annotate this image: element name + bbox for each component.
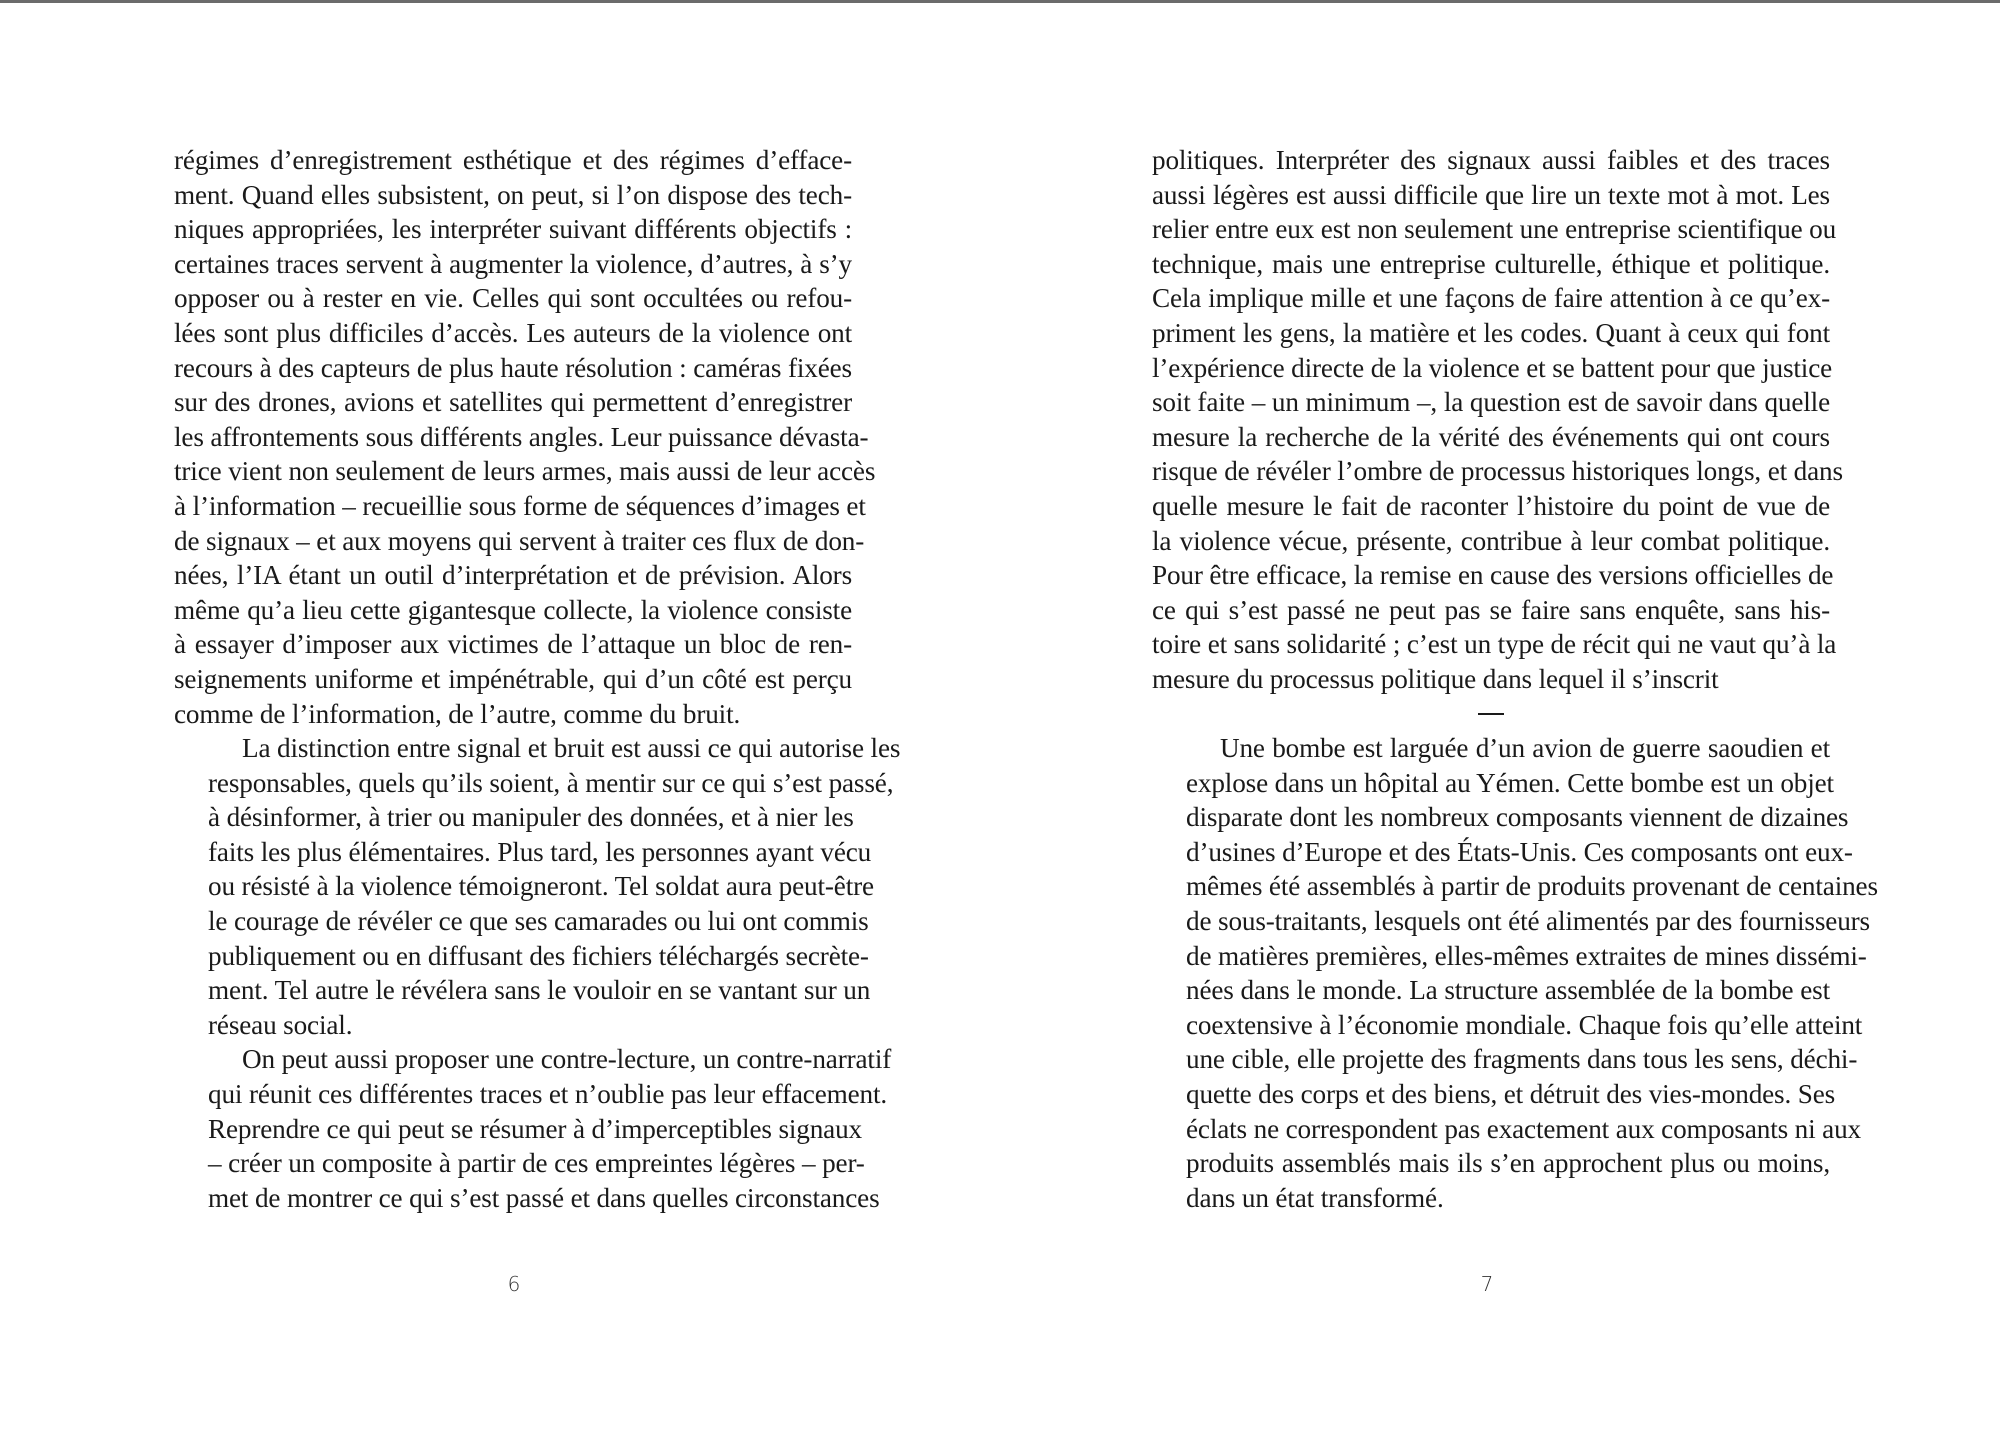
text-line: de signaux – et aux moyens qui servent à traiter ces flux de don- [174, 525, 865, 556]
text-line: publiquement ou en diffusant des fichiers téléchargés secrète- [208, 940, 869, 971]
text-line: à désinformer, à trier ou manipuler des données, et à nier les [208, 802, 854, 833]
paragraph [174, 731, 901, 1042]
text-line: soit faite – un minimum –, la question est de savoir dans quelle [1152, 387, 1830, 418]
paragraph [1152, 731, 1878, 1215]
text-line: quelle mesure le fait de raconter l’histoire du point de vue de [1152, 490, 1830, 521]
text-line: Pour être efficace, la remise en cause des versions officielles de [1152, 560, 1834, 591]
text-line: qui réunit ces différentes traces et n’oublie pas leur effacement. [208, 1079, 888, 1110]
text-line: – créer un composite à partir de ces empreintes légères – per- [208, 1148, 865, 1179]
text-line: dans un état transformé. [1186, 1182, 1444, 1213]
text-line: à essayer d’imposer aux victimes de l’attaque un bloc de ren- [174, 629, 852, 660]
text-line: à l’information – recueillie sous forme de séquences d’images et [174, 490, 866, 521]
text-line: l’expérience directe de la violence et se battent pour que justice [1152, 352, 1833, 383]
paragraph [174, 1042, 892, 1215]
text-line: toire et sans solidarité ; c’est un type de récit qui ne vaut qu’à la [1152, 629, 1837, 660]
text-line: quette des corps et des biens, et détruit des vies-mondes. Ses [1186, 1079, 1836, 1110]
text-line: niques appropriées, les interpréter suivant différents objectifs : [174, 214, 852, 245]
left-page-text [174, 143, 901, 1215]
text-line: trice vient non seulement de leurs armes, mais aussi de leur accès [174, 456, 876, 487]
text-line: Cela implique mille et une façons de faire attention à ce qu’ex- [1152, 283, 1830, 314]
text-line: recours à des capteurs de plus haute résolution : caméras fixées [174, 352, 852, 383]
text-line: régimes d’enregistrement esthétique et des régimes d’efface- [174, 145, 852, 175]
text-line: Reprendre ce qui peut se résumer à d’imperceptibles signaux [208, 1113, 862, 1144]
text-line: ce qui s’est passé ne peut pas se faire sans enquête, sans his- [1152, 594, 1830, 625]
text-line: mesure du processus politique dans lequel il s’inscrit [1152, 663, 1719, 694]
text-line: priment les gens, la matière et les codes. Quant à ceux qui font [1152, 317, 1830, 348]
text-line: réseau social. [208, 1009, 353, 1040]
text-line: relier entre eux est non seulement une entreprise scientifique ou [1152, 214, 1837, 245]
text-line: mesure la recherche de la vérité des événements qui ont cours [1152, 421, 1830, 452]
text-line: de matières premières, elles-mêmes extraites de mines dissémi- [1186, 940, 1867, 971]
text-line: lées sont plus difficiles d’accès. Les auteurs de la violence ont [174, 317, 852, 348]
text-line: ment. Quand elles subsistent, on peut, si l’on dispose des tech- [174, 179, 852, 210]
text-line: met de montrer ce qui s’est passé et dans quelles circonstances [208, 1182, 880, 1213]
page-number-right: 7 [1480, 1272, 1494, 1296]
text-line: On peut aussi proposer une contre-lecture, un contre-narratif [242, 1044, 892, 1075]
paragraph [174, 143, 876, 731]
text-line: faits les plus élémentaires. Plus tard, les personnes ayant vécu [208, 836, 872, 867]
right-page [1000, 0, 2000, 1439]
text-line: nées dans le monde. La structure assemblée de la bombe est [1186, 975, 1830, 1006]
text-line: La distinction entre signal et bruit est aussi ce qui autorise les [242, 733, 901, 764]
text-line: ou résisté à la violence témoigneront. Tel soldat aura peut-être [208, 871, 874, 902]
text-line: d’usines d’Europe et des États-Unis. Ces composants ont eux- [1186, 836, 1853, 867]
text-line: Une bombe est larguée d’un avion de guerre saoudien et [1220, 733, 1830, 764]
section-break [1152, 697, 1830, 732]
text-line: nées, l’IA étant un outil d’interprétation et de prévision. Alors [174, 560, 852, 591]
text-line: coextensive à l’économie mondiale. Chaque fois qu’elle atteint [1186, 1009, 1863, 1040]
page-number-left: 6 [507, 1272, 521, 1296]
text-line: politiques. Interpréter des signaux aussi faibles et des traces [1152, 145, 1830, 175]
text-line: certaines traces servent à augmenter la violence, d’autres, à s’y [174, 248, 852, 279]
text-line: mêmes été assemblés à partir de produits provenant de centaines [1186, 871, 1878, 902]
text-line: disparate dont les nombreux composants viennent de dizaines [1186, 802, 1849, 833]
text-line: technique, mais une entreprise culturelle, éthique et politique. [1152, 248, 1830, 279]
text-line: produits assemblés mais ils s’en approchent plus ou moins, [1186, 1148, 1830, 1179]
text-line: comme de l’information, de l’autre, comme du bruit. [174, 698, 741, 729]
text-line: le courage de révéler ce que ses camarades ou lui ont commis [208, 906, 869, 937]
text-line: opposer ou à rester en vie. Celles qui sont occultées ou refou- [174, 283, 852, 314]
text-line: les affrontements sous différents angles. Leur puissance dévasta- [174, 421, 869, 452]
text-line: la violence vécue, présente, contribue à leur combat politique. [1152, 525, 1830, 556]
text-line: une cible, elle projette des fragments dans tous les sens, déchi- [1186, 1044, 1858, 1075]
text-line: de sous-traitants, lesquels ont été alimentés par des fournisseurs [1186, 906, 1870, 937]
text-line: sur des drones, avions et satellites qui permettent d’enregistrer [174, 387, 852, 418]
text-line: responsables, quels qu’ils soient, à mentir sur ce qui s’est passé, [208, 767, 894, 798]
section-break-rule [1478, 713, 1504, 715]
text-line: même qu’a lieu cette gigantesque collecte, la violence consiste [174, 594, 852, 625]
text-line: explose dans un hôpital au Yémen. Cette bombe est un objet [1186, 767, 1834, 798]
right-page-text [1152, 143, 1878, 1215]
text-line: éclats ne correspondent pas exactement aux composants ni aux [1186, 1113, 1861, 1144]
text-line: risque de révéler l’ombre de processus historiques longs, et dans [1152, 456, 1843, 487]
text-line: aussi légères est aussi difficile que lire un texte mot à mot. Les [1152, 179, 1830, 210]
text-line: seignements uniforme et impénétrable, qui d’un côté est perçu [174, 663, 852, 694]
paragraph [1152, 143, 1843, 697]
text-line: ment. Tel autre le révélera sans le vouloir en se vantant sur un [208, 975, 871, 1006]
